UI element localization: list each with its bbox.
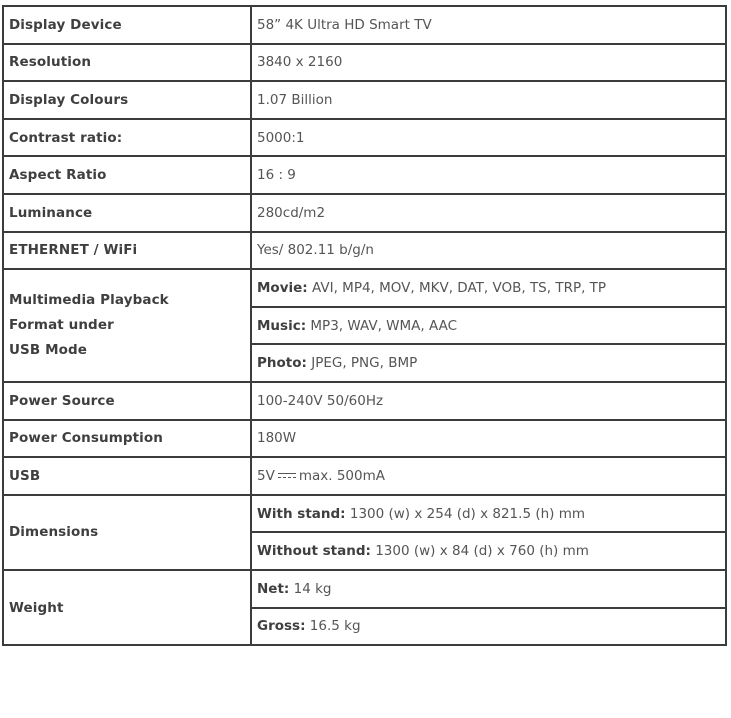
table-row <box>3 232 726 270</box>
spec-value-without-stand <box>251 532 726 570</box>
spec-value-music <box>251 307 726 345</box>
spec-label: Display Colours <box>3 81 251 119</box>
usb-voltage: 5V <box>257 467 275 484</box>
spec-label: Power Source <box>3 382 251 420</box>
table-row <box>3 6 726 44</box>
sub-value: JPEG, PNG, BMP <box>306 355 418 372</box>
table-row <box>3 194 726 232</box>
spec-value: Yes/ 802.11 b/g/n <box>251 232 726 270</box>
spec-value-photo <box>251 344 726 382</box>
spec-label: Luminance <box>3 194 251 232</box>
spec-label: Display Device <box>3 6 251 44</box>
sub-key: Net: <box>257 580 290 597</box>
sub-key: Movie: <box>257 279 308 296</box>
table-row <box>3 81 726 119</box>
table-row <box>3 44 726 82</box>
spec-value-movie <box>251 269 726 307</box>
spec-value: 16 : 9 <box>251 156 726 194</box>
sub-key: Music: <box>257 317 307 334</box>
spec-label: Contrast ratio: <box>3 119 251 157</box>
sub-value: AVI, MP4, MOV, MKV, DAT, VOB, TS, TRP, TP <box>307 279 607 296</box>
spec-value: 1.07 Billion <box>251 81 726 119</box>
spec-label: Power Consumption <box>3 420 251 458</box>
sub-key: With stand: <box>257 505 346 522</box>
table-row <box>3 495 726 533</box>
table-row <box>3 457 726 495</box>
spec-label: Dimensions <box>3 495 251 570</box>
spec-label: Resolution <box>3 44 251 82</box>
table-row <box>3 420 726 458</box>
sub-value: 16.5 kg <box>305 618 361 635</box>
label-line: USB Mode <box>9 342 88 359</box>
sub-key: Without stand: <box>257 543 371 560</box>
spec-value-net <box>251 570 726 608</box>
spec-value: 3840 x 2160 <box>251 44 726 82</box>
label-line: Multimedia Playback <box>9 292 169 309</box>
spec-label: Aspect Ratio <box>3 156 251 194</box>
dc-voltage-icon <box>278 472 296 480</box>
label-line: Format under <box>9 317 114 334</box>
sub-key: Photo: <box>257 355 307 372</box>
spec-table <box>2 5 727 646</box>
sub-value: MP3, WAV, WMA, AAC <box>306 317 458 334</box>
spec-value-usb <box>251 457 726 495</box>
spec-value: 58” 4K Ultra HD Smart TV <box>251 6 726 44</box>
spec-value: 5000:1 <box>251 119 726 157</box>
spec-value: 180W <box>251 420 726 458</box>
sub-value: 14 kg <box>289 580 332 597</box>
table-row <box>3 119 726 157</box>
spec-label: ETHERNET / WiFi <box>3 232 251 270</box>
table-row <box>3 269 726 307</box>
spec-value-with-stand <box>251 495 726 533</box>
usb-current: max. 500mA <box>298 467 385 484</box>
spec-value: 280cd/m2 <box>251 194 726 232</box>
table-row <box>3 570 726 608</box>
sub-value: 1300 (w) x 254 (d) x 821.5 (h) mm <box>345 505 586 522</box>
spec-label-multimedia <box>3 269 251 382</box>
spec-label: USB <box>3 457 251 495</box>
spec-value: 100-240V 50/60Hz <box>251 382 726 420</box>
sub-key: Gross: <box>257 618 306 635</box>
spec-value-gross <box>251 608 726 646</box>
spec-label: Weight <box>3 570 251 645</box>
table-row <box>3 382 726 420</box>
table-row <box>3 156 726 194</box>
sub-value: 1300 (w) x 84 (d) x 760 (h) mm <box>370 543 589 560</box>
